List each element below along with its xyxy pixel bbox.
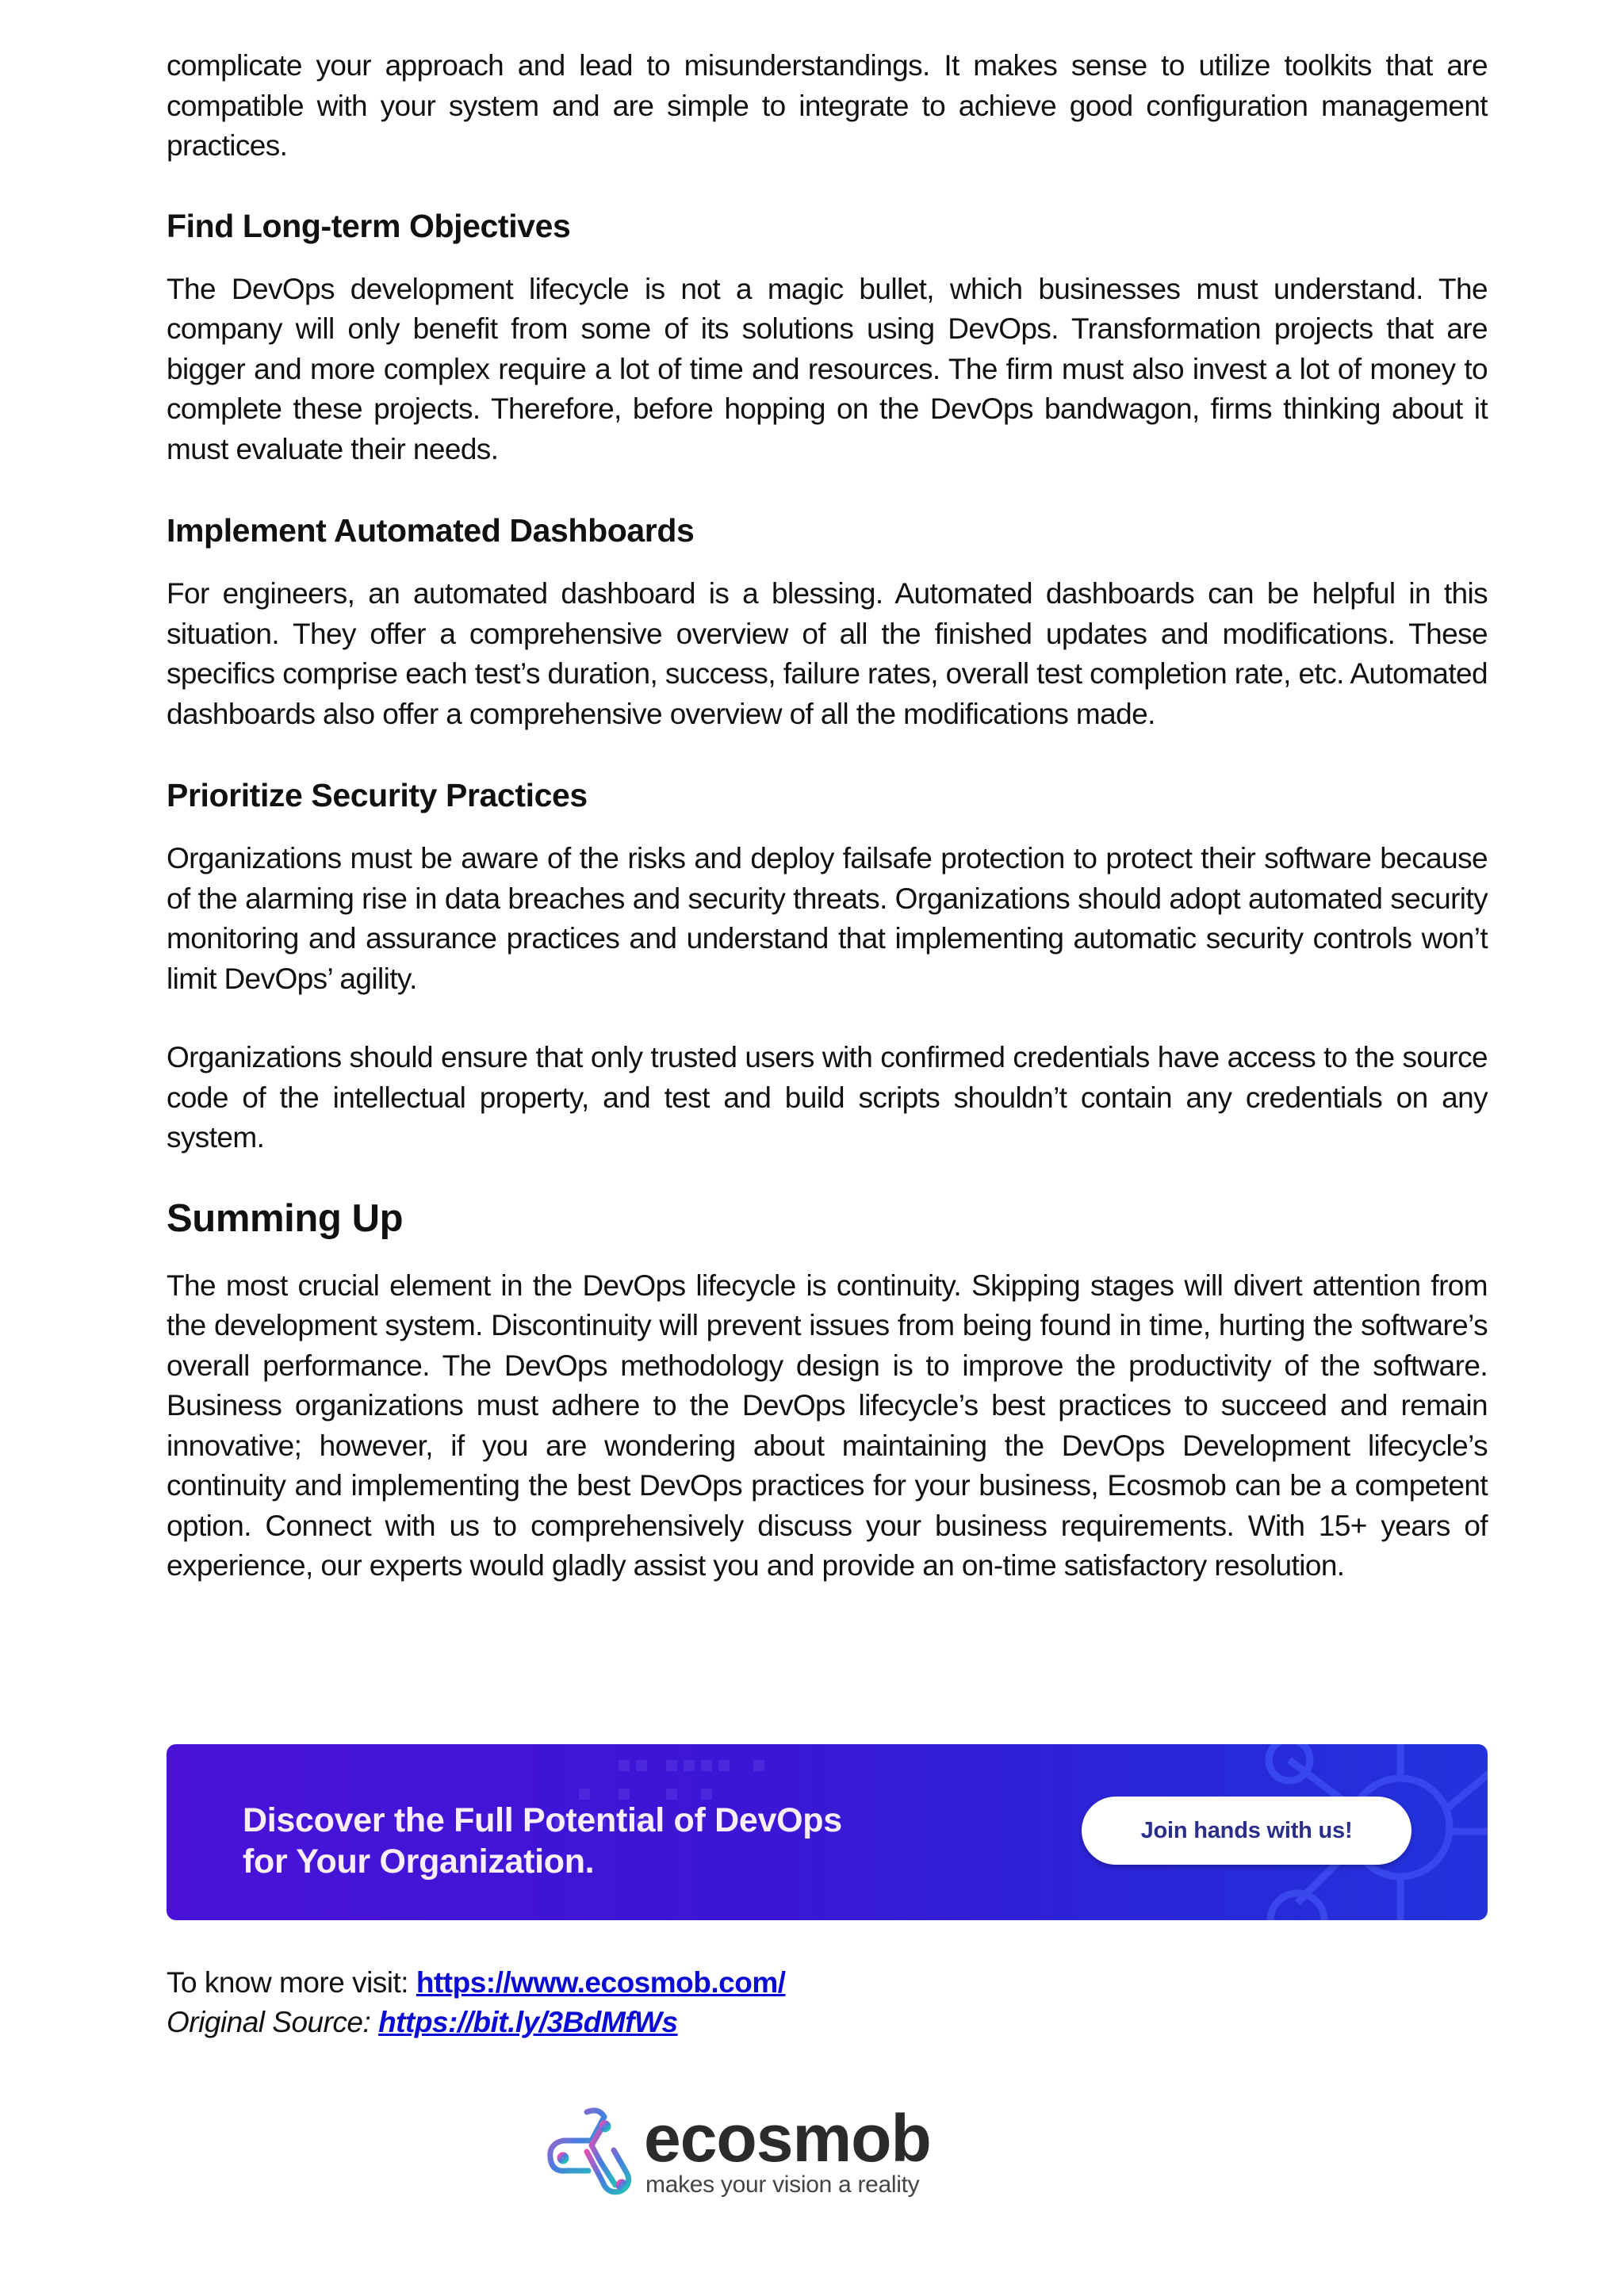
- links-block: [167, 1963, 786, 2042]
- paragraph-security-practices-1: Organizations must be aware of the risks and deploy failsafe protection to protect their software because of the alarming rise in data breaches and security threats. Organizations should adopt automated security monitoring and assurance practices and understand that implementing automatic security controls won’t limit DevOps’ agility.: [167, 842, 1488, 995]
- paragraph-summing-up: The most crucial element in the DevOps lifecycle is continuity. Skipping stages will divert attention from the development system. Discontinuity will prevent issues from being found in time, hurting the software’s overall performance. The DevOps methodology design is to improve the productivity of the software. Business organizations must adhere to the DevOps lifecycle’s best practices to succeed and remain innovative; however, if you are wondering about maintaining the DevOps Development lifecycle’s continuity and implementing the best DevOps practices for your business, Ecosmob can be a competent option. Connect with us to comprehensively discuss your business requirements. With 15+ years of experience, our experts would gladly assist you and provide an on-time satisfactory resolution.: [167, 1269, 1488, 1582]
- heading-long-term-objectives: Find Long-term Objectives: [167, 207, 571, 244]
- visit-label: To know more visit:: [167, 1966, 416, 1999]
- original-source-link[interactable]: https://bit.ly/3BdMfWs: [378, 2006, 678, 2038]
- document-body: [167, 46, 1488, 1586]
- visit-line: [167, 1963, 786, 2003]
- heading-automated-dashboards: Implement Automated Dashboards: [167, 512, 695, 549]
- ecosmob-wordmark: ecosmob: [644, 2101, 931, 2175]
- paragraph-security-practices-2: Organizations should ensure that only trusted users with confirmed credentials have access to the source code of the intellectual property, and test and build scripts shouldn’t contain any credentials on any system.: [167, 1041, 1488, 1154]
- paragraph-automated-dashboards: For engineers, an automated dashboard is a blessing. Automated dashboards can be helpful in this situation. They offer a comprehensive overview of all the finished updates and modifications. These specifics comprise each test’s duration, success, failure rates, overall test completion rate, etc. Automated dashboards also offer a comprehensive overview of all the modifications made.: [167, 577, 1488, 730]
- ecosmob-logo: [539, 2103, 936, 2206]
- heading-summing-up: Summing Up: [167, 1196, 404, 1240]
- banner-title-line-1: Discover the Full Potential of DevOps: [243, 1801, 842, 1839]
- banner-title: [243, 1800, 842, 1882]
- heading-security-practices: Prioritize Security Practices: [167, 777, 588, 813]
- source-line: [167, 2003, 786, 2042]
- intro-paragraph: complicate your approach and lead to misunderstandings. It makes sense to utilize toolkits that are compatible with your system and are simple to integrate to achieve good configuration management practices.: [167, 49, 1488, 162]
- banner-title-line-2: for Your Organization.: [243, 1843, 595, 1881]
- ecosmob-website-link[interactable]: https://www.ecosmob.com/: [416, 1966, 786, 1999]
- join-hands-button[interactable]: Join hands with us!: [1082, 1797, 1411, 1865]
- source-label: Original Source:: [167, 2006, 379, 2038]
- ecosmob-logo-mark-icon: [539, 2106, 638, 2205]
- cta-banner[interactable]: [167, 1744, 1488, 1920]
- ecosmob-tagline: makes your vision a reality: [645, 2172, 920, 2198]
- paragraph-long-term-objectives: The DevOps development lifecycle is not a magic bullet, which businesses must understand. The company will only benefit from some of its solutions using DevOps. Transformation projects that are bigger and more complex require a lot of time and resources. The firm must also invest a lot of money to complete these projects. Therefore, before hopping on the DevOps bandwagon, firms thinking about it must evaluate their needs.: [167, 272, 1488, 465]
